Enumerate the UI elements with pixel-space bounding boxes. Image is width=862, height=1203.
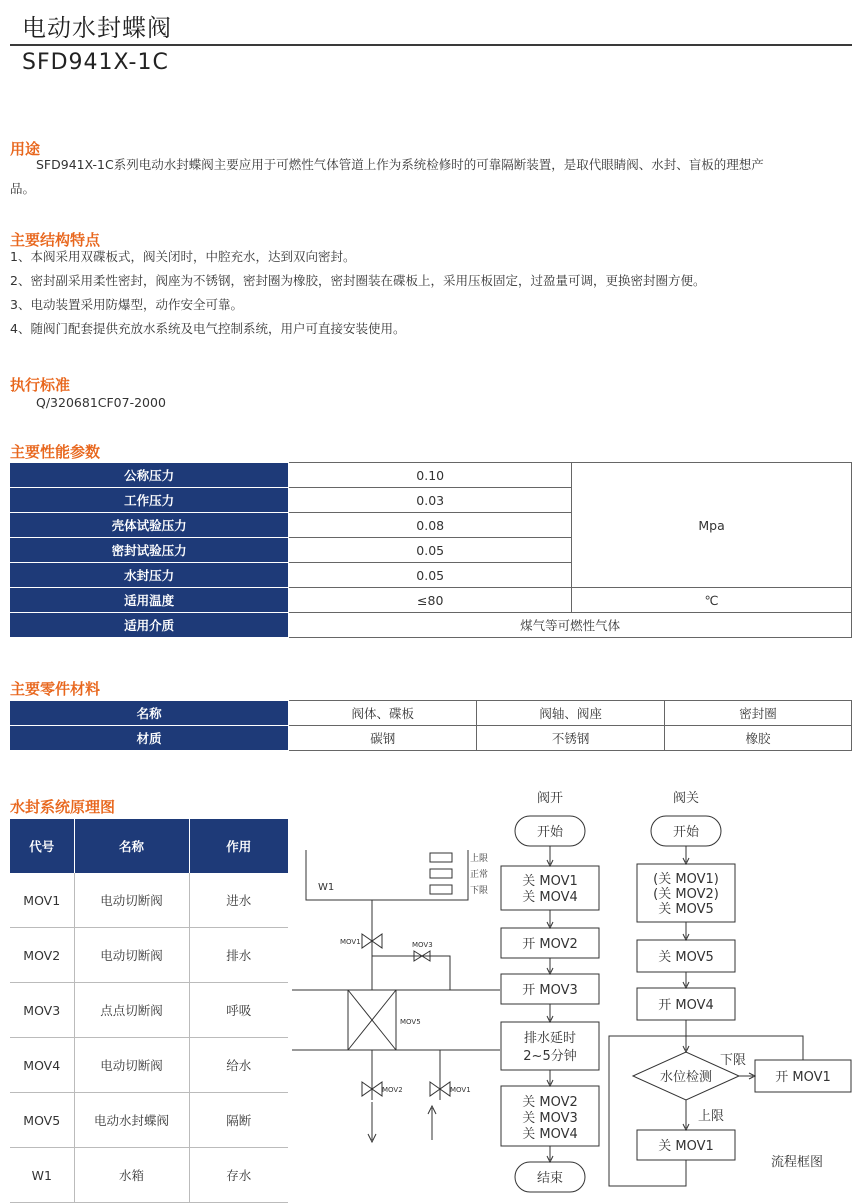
unit-temp: ℃ [572,588,852,613]
unit-pressure: Mpa [572,463,852,588]
param-label: 水封压力 [10,563,289,588]
param-label: 壳体试验压力 [10,513,289,538]
param-value: 0.05 [289,563,572,588]
open-step1-line2: 关 MOV4 [522,890,578,905]
table-row [10,613,852,638]
mov1-top-label: MOV1 [340,938,361,946]
title-divider [10,44,852,46]
level-high-label: 上限 [470,854,489,864]
model-number: SFD941X-1C [22,50,169,75]
level-low-indicator [430,885,452,894]
usage-heading: 用途 [10,140,41,158]
param-label: 公称压力 [10,463,289,488]
standard-heading: 执行标准 [10,376,71,394]
vent-pipe [372,956,450,990]
close-step2-label: 关 MOV5 [658,950,714,965]
table-row [10,1038,288,1093]
open-mov1-label: 开 MOV1 [775,1070,831,1085]
part-name: 密封圈 [665,701,852,726]
name-cell: 电动切断阀 [74,928,189,983]
system-heading: 水封系统原理图 [10,798,116,816]
part-material: 碳钢 [289,726,477,751]
water-seal-schematic [290,840,500,1160]
param-label: 密封试验压力 [10,538,289,563]
code-cell: MOV5 [10,1093,74,1148]
param-value: 0.08 [289,513,572,538]
mov2-label: MOV2 [382,1086,403,1094]
close-step3-label: 开 MOV4 [658,998,714,1013]
param-value: 煤气等可燃性气体 [289,613,852,638]
features-item: 3、电动装置采用防爆型，动作安全可靠。 [10,297,243,312]
param-label: 适用介质 [10,613,289,638]
open-step2-label: 开 MOV2 [522,937,578,952]
high-level-label: 上限 [697,1109,725,1124]
level-normal-label: 正常 [470,870,489,880]
table-header [10,819,288,873]
table-row [10,873,288,928]
column-header: 作用 [189,819,288,873]
param-value: ≤80 [289,588,572,613]
param-value: 0.05 [289,538,572,563]
table-row [10,1148,288,1203]
role-cell: 进水 [189,873,288,928]
param-value: 0.03 [289,488,572,513]
role-cell: 隔断 [189,1093,288,1148]
materials-heading: 主要零件材料 [10,680,101,698]
param-label: 适用温度 [10,588,289,613]
materials-table [10,700,852,751]
usage-text-line2: 品。 [10,181,36,196]
close-mov1-label: 关 MOV1 [658,1139,714,1154]
page-title: 电动水封蝶阀 [22,14,172,42]
system-table [10,819,288,1203]
open-step1-line1: 关 MOV1 [522,874,578,889]
open-start-label: 开始 [536,825,564,840]
open-step3-label: 开 MOV3 [522,983,578,998]
code-cell: MOV3 [10,983,74,1038]
features-heading: 主要结构特点 [10,231,101,249]
name-cell: 水箱 [74,1148,189,1203]
column-header: 名称 [74,819,189,873]
table-row [10,983,288,1038]
name-cell: 电动切断阀 [74,873,189,928]
level-high-indicator [430,853,452,862]
table-row [10,588,852,613]
code-cell: MOV1 [10,873,74,928]
performance-heading: 主要性能参数 [10,443,101,461]
role-cell: 排水 [189,928,288,983]
open-end-label: 结束 [536,1171,564,1186]
open-step4-line2: 2~5分钟 [523,1049,577,1064]
open-step5-line2: 关 MOV3 [522,1111,578,1126]
role-cell: 呼吸 [189,983,288,1038]
table-row [10,726,852,751]
table-row [10,463,852,488]
features-item: 4、随阀门配套提供充放水系统及电气控制系统，用户可直接安装使用。 [10,321,406,336]
close-start-label: 开始 [672,825,700,840]
name-label: 名称 [10,701,289,726]
flowcharts [495,780,857,1200]
code-cell: MOV2 [10,928,74,983]
table-row [10,701,852,726]
role-cell: 给水 [189,1038,288,1093]
features-item: 2、密封副采用柔性密封，阀座为不锈钢，密封圈为橡胶，密封圈装在碟板上，采用压板固定，过盈量可调，更换密封圈方便。 [10,273,706,288]
open-step5-line1: 关 MOV2 [522,1095,578,1110]
level-low-label: 下限 [470,886,489,896]
part-material: 不锈钢 [477,726,665,751]
close-step1-line2: (关 MOV2) [653,887,719,902]
open-flow-title: 阀开 [536,791,564,806]
table-row [10,1093,288,1148]
name-cell: 电动水封蝶阀 [74,1093,189,1148]
level-normal-indicator [430,869,452,878]
open-step4-line1: 排水延时 [523,1031,577,1046]
param-value: 0.10 [289,463,572,488]
table-row [10,928,288,983]
column-header: 代号 [10,819,74,873]
mov5-label: MOV5 [400,1018,421,1026]
standard-value: Q/320681CF07-2000 [36,395,166,410]
performance-table [10,462,852,638]
low-level-label: 下限 [719,1053,747,1068]
part-name: 阀轴、阀座 [477,701,665,726]
usage-text-line1: SFD941X-1C系列电动水封蝶阀主要应用于可燃性气体管道上作为系统检修时的可靠隔断装置，是取代眼睛阀、水封、盲板的理想产 [36,157,764,172]
code-cell: MOV4 [10,1038,74,1093]
part-material: 橡胶 [665,726,852,751]
name-cell: 电动切断阀 [74,1038,189,1093]
close-step1-line1: (关 MOV1) [653,872,719,887]
role-cell: 存水 [189,1148,288,1203]
mov1-bottom-label: MOV1 [450,1086,471,1094]
material-label: 材质 [10,726,289,751]
name-cell: 点点切断阀 [74,983,189,1038]
part-name: 阀体、碟板 [289,701,477,726]
mov3-label: MOV3 [412,941,433,949]
close-flow-title: 阀关 [672,791,700,806]
code-cell: W1 [10,1148,74,1203]
close-step1-line3: 关 MOV5 [658,902,714,917]
water-level-check-label: 水位检测 [659,1070,713,1085]
flowchart-caption: 流程框图 [770,1155,824,1170]
features-item: 1、本阀采用双碟板式，阀关闭时，中腔充水，达到双向密封。 [10,249,356,264]
open-step5-line3: 关 MOV4 [522,1127,578,1142]
param-label: 工作压力 [10,488,289,513]
tank-label: W1 [318,882,335,893]
